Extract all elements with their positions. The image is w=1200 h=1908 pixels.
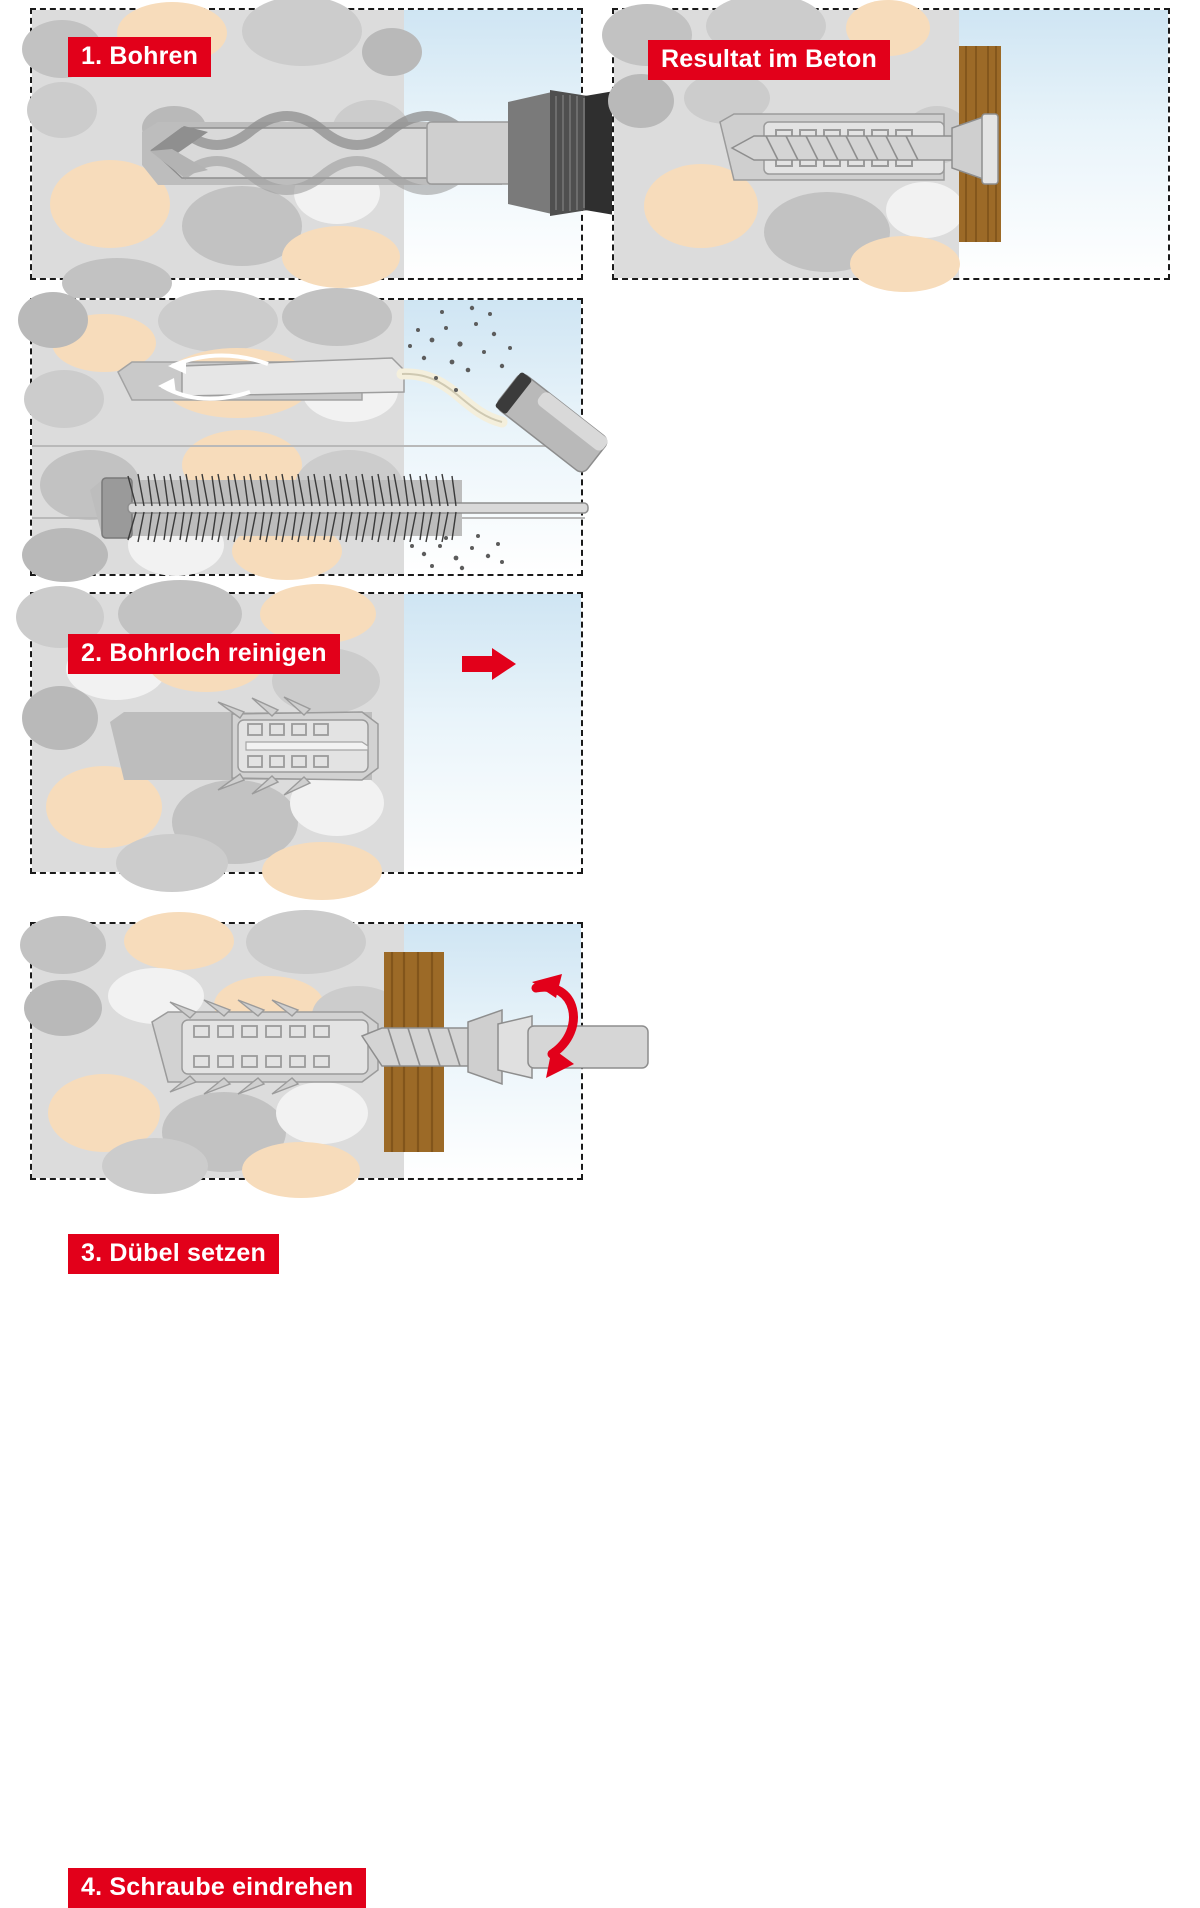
drive-screw-illustration [32, 924, 585, 1182]
panel-result-beton [612, 8, 1170, 280]
panel-result-label: Resultat im Beton [648, 40, 890, 80]
panel-step2-label: 2. Bohrloch reinigen [68, 634, 340, 674]
panel-step3-label: 3. Dübel setzen [68, 1234, 279, 1274]
blowout-and-brush-illustration [32, 300, 585, 578]
panel-step4-label: 4. Schraube eindrehen [68, 1868, 366, 1908]
panel-step2-bohrloch-reinigen [30, 298, 583, 667]
panel-step1-bohren [30, 8, 583, 280]
panel-step1-label: 1. Bohren [68, 37, 211, 77]
